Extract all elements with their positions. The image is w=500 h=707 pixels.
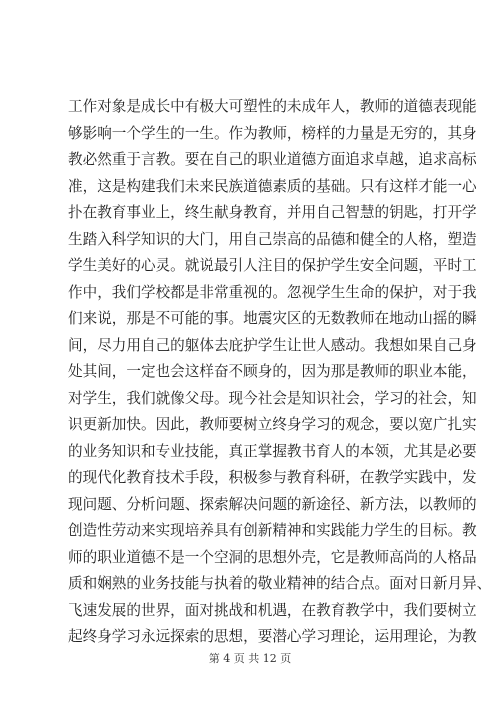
- text-line-20: 飞速发展的世界，面对挑战和机遇，在教育教学中，我们要树立: [68, 601, 477, 619]
- text-line-2: 够影响一个学生的一生。作为教师，榜样的力量是无穷的，其身: [68, 124, 477, 142]
- text-line-10: 间，尽力用自己的躯体去庇护学生让世人感动。我想如果自己身: [68, 336, 477, 354]
- text-line-18: 师的职业道德不是一个空洞的思想外壳，它是教师高尚的人格品: [68, 548, 477, 566]
- text-line-5: 扑在教育事业上，终生献身教育，并用自己智慧的钥匙，打开学: [68, 204, 477, 221]
- text-line-13: 识更新加快。因此，教师要树立终身学习的观念，要以宽广扎实: [68, 416, 477, 433]
- text-line-21: 起终身学习永远探索的思想，要潜心学习理论，运用理论，为教: [68, 628, 477, 645]
- page-number-footer: 第 4 页 共 12 页: [208, 652, 292, 665]
- text-line-6: 生踏入科学知识的大门，用自己崇高的品德和健全的人格，塑造: [68, 230, 477, 248]
- text-line-9: 们来说，那是不可能的事。地震灾区的无数教师在地动山摇的瞬: [68, 310, 477, 327]
- text-line-15: 的现代化教育技术手段，积极参与教育科研，在教学实践中，发: [68, 469, 477, 486]
- text-line-12: 对学生，我们就像父母。现今社会是知识社会，学习的社会，知: [68, 389, 477, 407]
- body-text: [68, 94, 492, 651]
- text-line-16: 现问题、分析问题、探索解决问题的新途径、新方法，以教师的: [68, 495, 477, 513]
- text-line-19: 质和娴熟的业务技能与执着的敬业精神的结合点。面对日新月异、: [68, 575, 492, 592]
- text-line-8: 作中，我们学校都是非常重视的。忽视学生生命的保护，对于我: [68, 283, 477, 301]
- text-line-11: 处其间，一定也会这样奋不顾身的，因为那是教师的职业本能，: [68, 363, 477, 380]
- text-line-3: 教必然重于言教。要在自己的职业道德方面追求卓越，追求高标: [68, 151, 477, 168]
- text-line-1: 工作对象是成长中有极大可塑性的未成年人，教师的道德表现能: [68, 98, 477, 115]
- text-line-17: 创造性劳动来实现培养具有创新精神和实践能力学生的目标。教: [68, 522, 477, 539]
- text-line-4: 准，这是构建我们未来民族道德素质的基础。只有这样才能一心: [68, 177, 477, 195]
- text-line-7: 学生美好的心灵。就说最引人注目的保护学生安全问题，平时工: [68, 257, 477, 274]
- text-line-14: 的业务知识和专业技能，真正掌握教书育人的本领，尤其是必要: [68, 442, 477, 460]
